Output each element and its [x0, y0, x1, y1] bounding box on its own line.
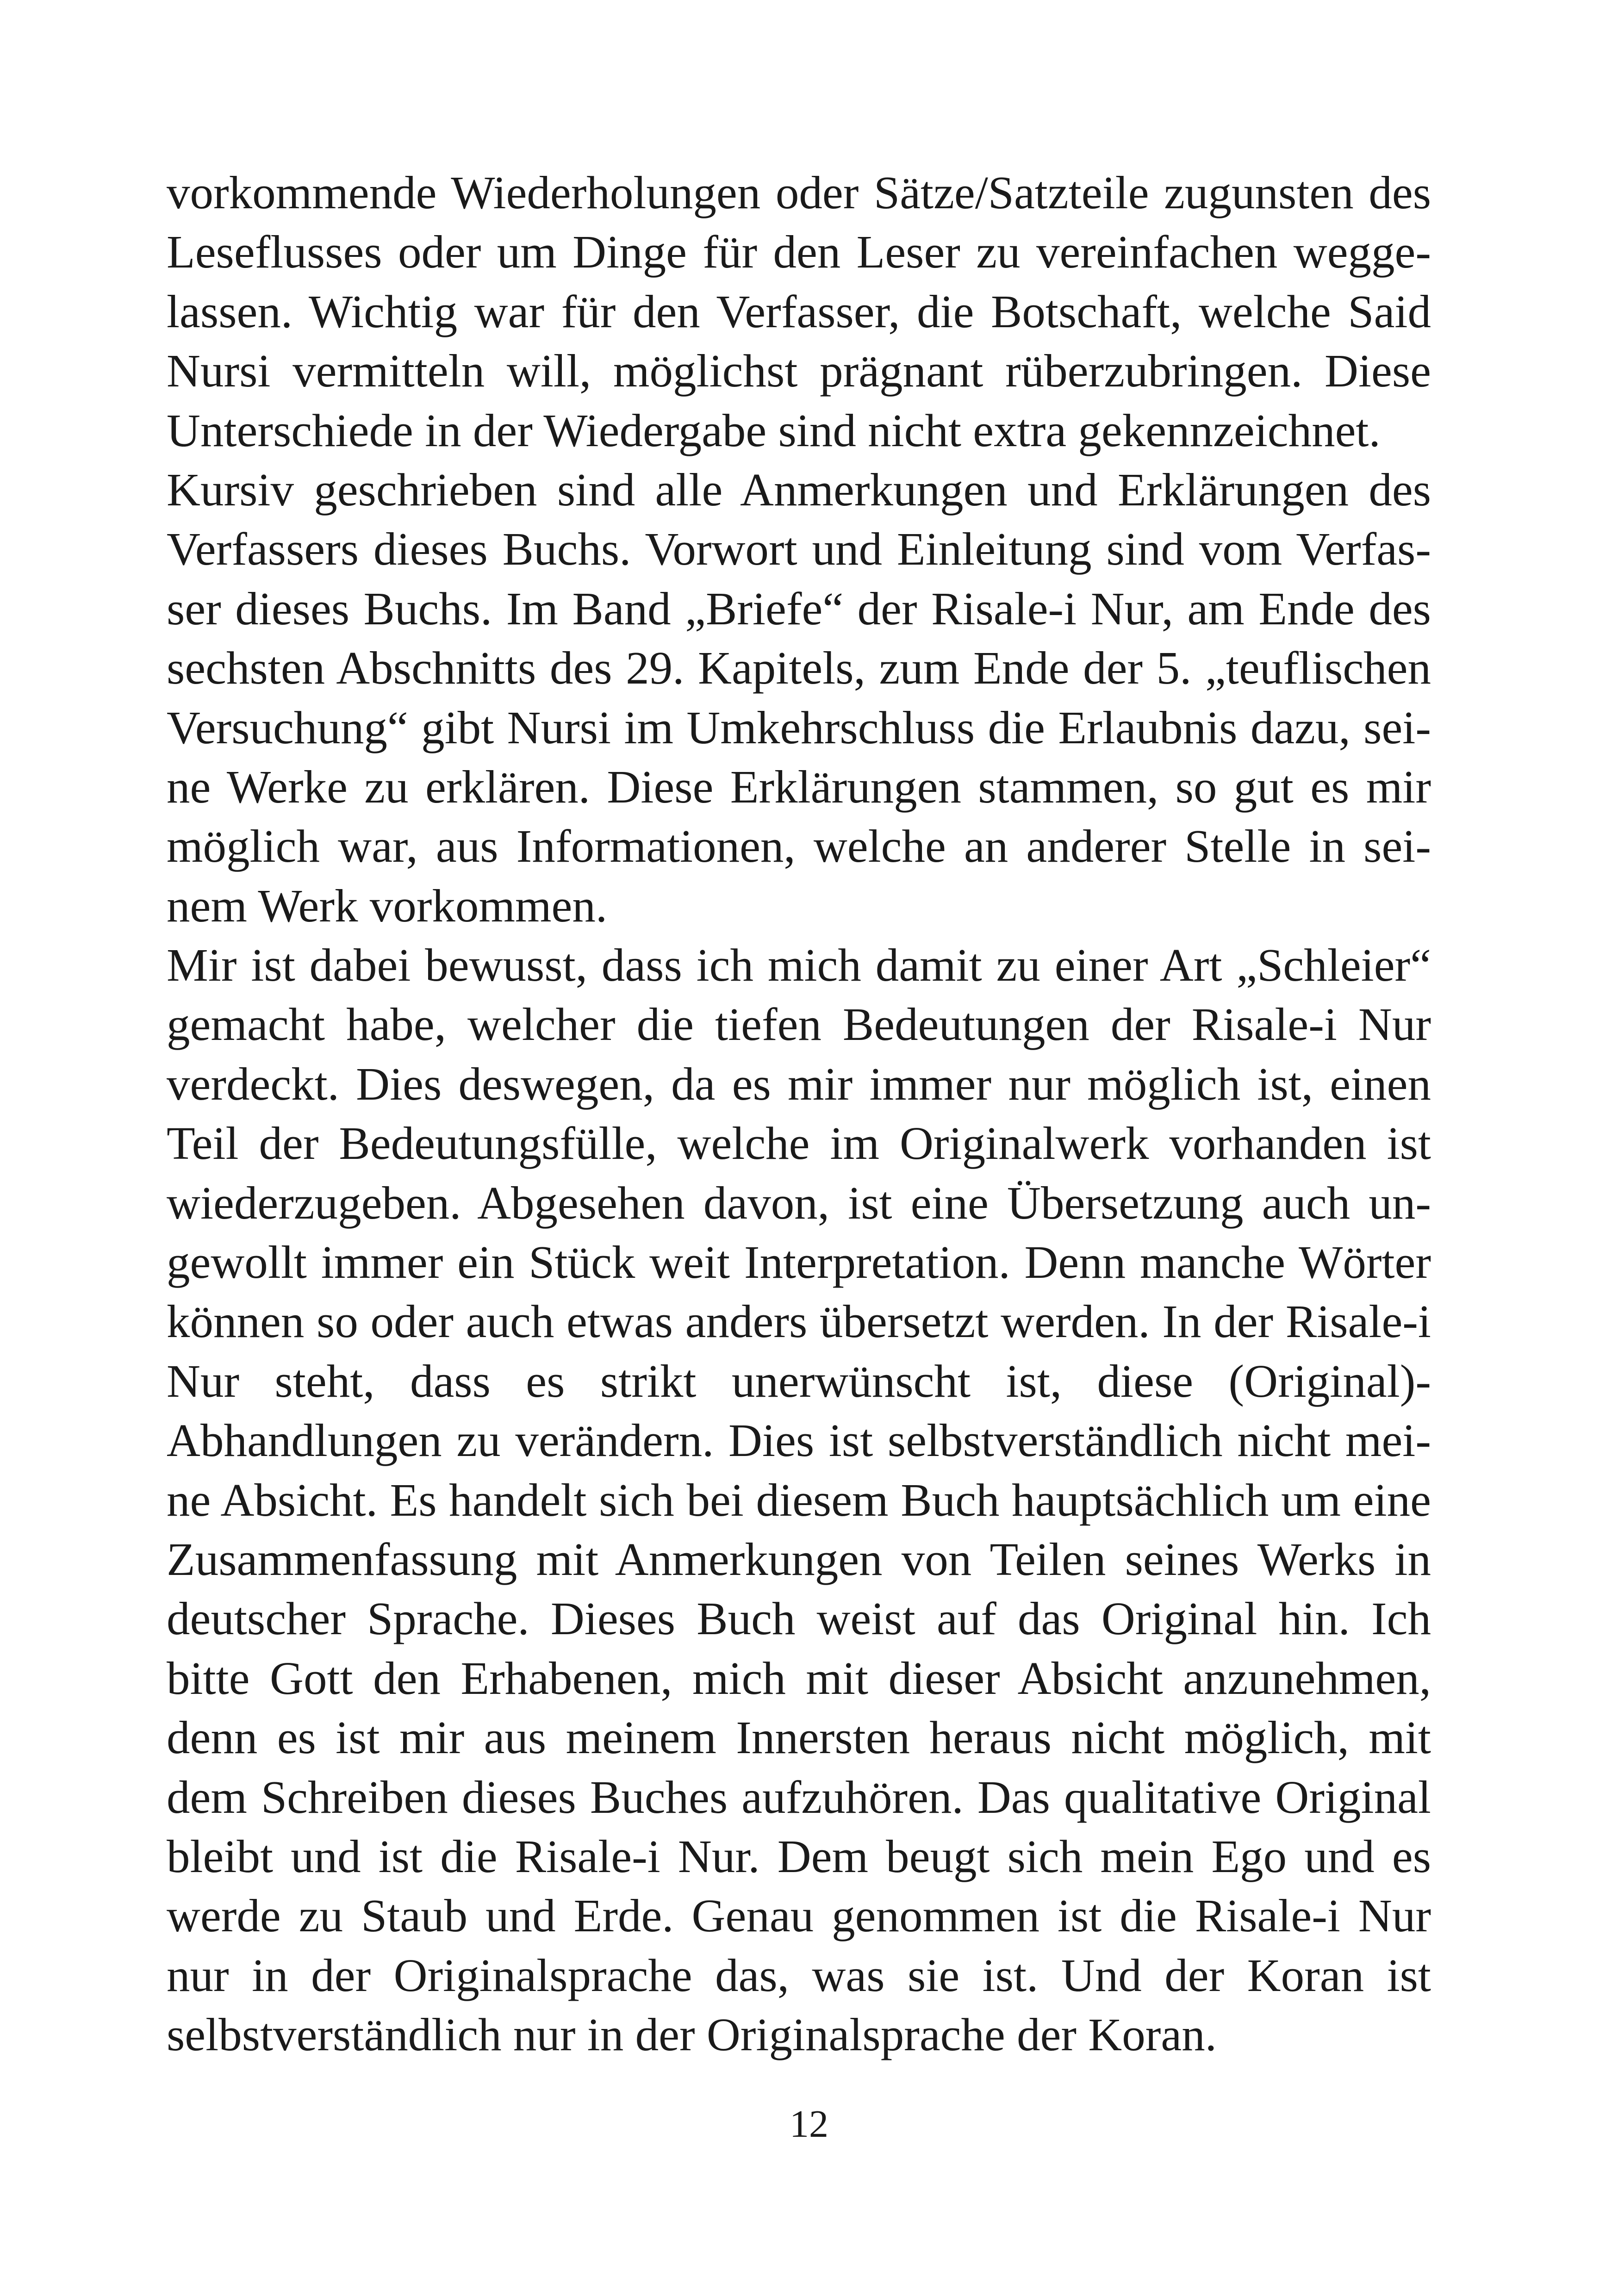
text-line: selbstverständlich nur in der Originalsprache der Koran. — [167, 2009, 1217, 2061]
text-line: gewollt immer ein Stück weit Interpretation. Denn manche Wörter — [167, 1236, 1431, 1288]
text-line: wiederzugeben. Abgesehen davon, ist eine Übersetzung auch un- — [167, 1176, 1431, 1229]
paragraph-2 — [167, 460, 1431, 935]
text-line: Kursiv geschrieben sind alle Anmerkungen und Erklärungen des — [167, 463, 1431, 516]
text-line: Teil der Bedeutungsfülle, welche im Originalwerk vorhanden ist — [167, 1117, 1431, 1170]
text-line: sechsten Abschnitts des 29. Kapitels, zum Ende der 5. „teuflischen — [167, 642, 1431, 694]
text-line: Abhandlungen zu verändern. Dies ist selbstverständlich nicht mei- — [167, 1414, 1431, 1467]
text-line: ne Absicht. Es handelt sich bei diesem Buch hauptsächlich um eine — [167, 1474, 1431, 1526]
paragraph-3 — [167, 935, 1431, 2064]
text-line: nem Werk vorkommen. — [167, 879, 608, 932]
text-line: ser dieses Buchs. Im Band „Briefe“ der Risale-i Nur, am Ende des — [167, 582, 1431, 635]
text-line: Versuchung“ gibt Nursi im Umkehrschluss die Erlaubnis dazu, sei- — [167, 701, 1431, 753]
text-line: können so oder auch etwas anders übersetzt werden. In der Risale-i — [167, 1295, 1431, 1348]
page-number: 12 — [790, 2103, 828, 2146]
text-line: denn es ist mir aus meinem Innersten heraus nicht möglich, mit — [167, 1711, 1431, 1764]
text-line: ne Werke zu erklären. Diese Erklärungen stammen, so gut es mir — [167, 760, 1431, 813]
text-line: vorkommende Wiederholungen oder Sätze/Satzteile zugunsten des — [167, 167, 1431, 218]
text-line: Leseflusses oder um Dinge für den Leser zu vereinfachen wegge- — [167, 226, 1431, 278]
text-line: gemacht habe, welcher die tiefen Bedeutungen der Risale-i Nur — [167, 998, 1431, 1051]
text-line: werde zu Staub und Erde. Genau genommen ist die Risale-i Nur — [167, 1890, 1431, 1942]
text-line: Nur steht, dass es strikt unerwünscht ist, diese (Original)- — [167, 1355, 1431, 1407]
text-line: bleibt und ist die Risale-i Nur. Dem beugt sich mein Ego und es — [167, 1830, 1431, 1882]
text-line: deutscher Sprache. Dieses Buch weist auf das Original hin. Ich — [167, 1593, 1431, 1645]
text-line: bitte Gott den Erhabenen, mich mit dieser Absicht anzunehmen, — [167, 1652, 1431, 1704]
text-line: lassen. Wichtig war für den Verfasser, die Botschaft, welche Said — [167, 285, 1431, 337]
text-line: Unterschiede in der Wiedergabe sind nicht extra gekennzeichnet. — [167, 404, 1381, 456]
text-line: Zusammenfassung mit Anmerkungen von Teilen seines Werks in — [167, 1533, 1431, 1585]
body-text — [167, 163, 1431, 2065]
text-line: Verfassers dieses Buchs. Vorwort und Einleitung sind vom Verfas- — [167, 523, 1431, 575]
text-line: nur in der Originalsprache das, was sie ist. Und der Koran ist — [167, 1949, 1431, 2001]
text-line: möglich war, aus Informationen, welche an anderer Stelle in sei- — [167, 820, 1431, 872]
text-line: dem Schreiben dieses Buches aufzuhören. Das qualitative Original — [167, 1771, 1431, 1823]
paragraph-1 — [167, 163, 1431, 460]
text-line: Mir ist dabei bewusst, dass ich mich damit zu einer Art „Schleier“ — [167, 939, 1431, 991]
text-line: Nursi vermitteln will, möglichst prägnant rüberzubringen. Diese — [167, 345, 1431, 397]
text-line: verdeckt. Dies deswegen, da es mir immer nur möglich ist, einen — [167, 1058, 1431, 1110]
